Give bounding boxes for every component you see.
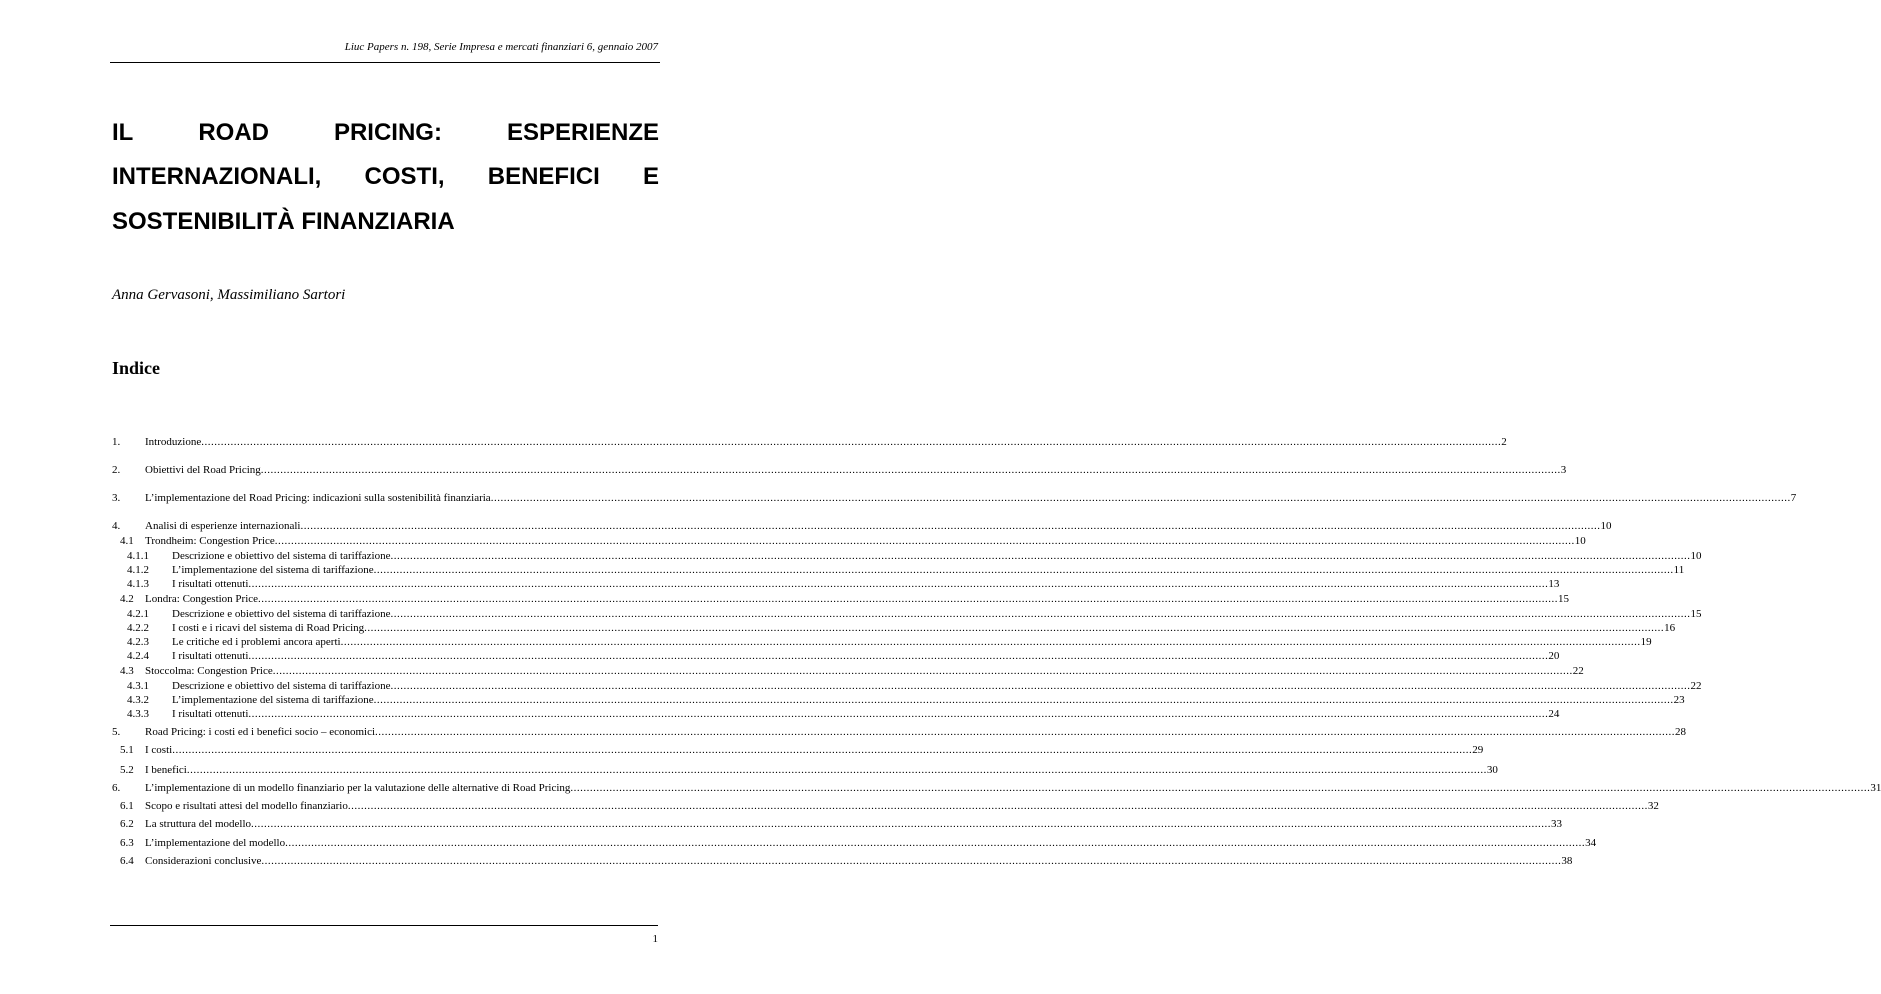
toc-entry-page: 10 xyxy=(1574,535,1586,547)
toc-leader-dots: ................................................................................................................................................................................................................................................................................................................................................................................................................ xyxy=(272,665,1573,677)
toc-leader-dots: ................................................................................................................................................................................................................................................................................................................................................................................................................ xyxy=(274,535,1575,547)
toc-entry-page: 11 xyxy=(1673,564,1685,576)
toc-leader-dots: ................................................................................................................................................................................................................................................................................................................................................................................................................ xyxy=(260,464,1561,476)
toc-entry-title: Obiettivi del Road Pricing xyxy=(145,464,261,476)
toc-leader-dots: ................................................................................................................................................................................................................................................................................................................................................................................................................ xyxy=(570,782,1871,794)
toc-leader-dots: ................................................................................................................................................................................................................................................................................................................................................................................................................ xyxy=(340,636,1641,648)
footer-rule xyxy=(110,925,658,926)
toc-entry-page: 30 xyxy=(1486,764,1498,776)
toc-entry-page: 22 xyxy=(1690,680,1702,692)
toc-heading: Indice xyxy=(112,358,161,378)
toc-entry-title: Introduzione xyxy=(145,436,202,448)
toc-entry-number: 6.1 xyxy=(120,800,134,812)
toc-entry-title: L’implementazione di un modello finanziario per la valutazione delle alternative di Road Pricing xyxy=(145,782,571,794)
toc-leader-dots: ................................................................................................................................................................................................................................................................................................................................................................................................................ xyxy=(186,764,1487,776)
toc-entry-title: L’implementazione del modello xyxy=(145,837,286,849)
header-rule xyxy=(110,62,660,63)
toc-entry-page: 2 xyxy=(1501,436,1507,448)
toc-leader-dots: ................................................................................................................................................................................................................................................................................................................................................................................................................ xyxy=(248,650,1549,662)
toc-leader-dots: ................................................................................................................................................................................................................................................................................................................................................................................................................ xyxy=(251,818,1551,830)
toc-entry-title: La struttura del modello xyxy=(145,818,251,830)
toc-leader-dots: ................................................................................................................................................................................................................................................................................................................................................................................................................ xyxy=(285,837,1586,849)
toc-entry-title: L’implementazione del Road Pricing: indicazioni sulla sostenibilità finanziaria xyxy=(145,492,491,504)
running-header: Liuc Papers n. 198, Serie Impresa e mercati finanziari 6, gennaio 2007 xyxy=(344,41,658,53)
toc-entry-page: 24 xyxy=(1548,708,1560,720)
toc-entry-page: 23 xyxy=(1673,694,1685,706)
toc-entry-page: 22 xyxy=(1572,665,1584,677)
title-word: INTERNAZIONALI, xyxy=(112,163,322,190)
toc-entry-title: Descrizione e obiettivo del sistema di tariffazione xyxy=(172,550,391,562)
toc-entry-number: 4.2.1 xyxy=(127,608,149,620)
toc-entry-page: 31 xyxy=(1870,782,1881,794)
toc-leader-dots: ................................................................................................................................................................................................................................................................................................................................................................................................................ xyxy=(364,622,1665,634)
toc-entry-page: 15 xyxy=(1690,608,1702,620)
title-word: E xyxy=(642,163,659,190)
toc-leader-dots: ................................................................................................................................................................................................................................................................................................................................................................................................................ xyxy=(375,726,1676,738)
toc-entry-title: Descrizione e obiettivo del sistema di tariffazione xyxy=(172,608,391,620)
toc-entry-title: I risultati ottenuti xyxy=(172,578,249,590)
toc-entry-title: I costi e i ricavi del sistema di Road Pricing xyxy=(172,622,365,634)
toc-entry-number: 4.3.2 xyxy=(127,694,149,706)
page-number: 1 xyxy=(652,933,658,945)
toc-entry-number: 4.2.2 xyxy=(127,622,149,634)
toc-entry-title: Analisi di esperienze internazionali xyxy=(145,520,301,532)
toc-entry-number: 4.2.4 xyxy=(127,650,149,662)
toc-leader-dots: ................................................................................................................................................................................................................................................................................................................................................................................................................ xyxy=(248,708,1549,720)
authors: Anna Gervasoni, Massimiliano Sartori xyxy=(112,287,346,303)
toc-leader-dots: ................................................................................................................................................................................................................................................................................................................................................................................................................ xyxy=(390,550,1691,562)
title-word: IL xyxy=(112,119,134,146)
toc-entry-title: Road Pricing: i costi ed i benefici socio – economici xyxy=(145,726,376,738)
toc-entry-number: 1. xyxy=(112,436,121,448)
toc-entry-page: 3 xyxy=(1560,464,1567,476)
toc-leader-dots: ................................................................................................................................................................................................................................................................................................................................................................................................................ xyxy=(172,744,1473,756)
toc-leader-dots: ................................................................................................................................................................................................................................................................................................................................................................................................................ xyxy=(490,492,1791,504)
toc-leader-dots: ................................................................................................................................................................................................................................................................................................................................................................................................................ xyxy=(390,608,1691,620)
toc-entry-title: L’implementazione del sistema di tariffazione xyxy=(172,694,374,706)
toc-entry-page: 15 xyxy=(1558,593,1570,605)
toc-entry-number: 5. xyxy=(112,726,121,738)
toc-entry-number: 4.3.1 xyxy=(127,680,149,692)
toc-leader-dots: ................................................................................................................................................................................................................................................................................................................................................................................................................ xyxy=(373,694,1674,706)
toc-entry-page: 19 xyxy=(1640,636,1652,648)
title-word: ROAD xyxy=(198,119,269,146)
toc-leader-dots: ................................................................................................................................................................................................................................................................................................................................................................................................................ xyxy=(201,436,1502,448)
toc-entry-title: I benefici xyxy=(145,764,187,776)
toc-leader-dots: ................................................................................................................................................................................................................................................................................................................................................................................................................ xyxy=(347,800,1648,812)
toc-entry-page: 29 xyxy=(1472,744,1484,756)
toc-entry-title: I costi xyxy=(145,744,173,756)
toc-leader-dots: ................................................................................................................................................................................................................................................................................................................................................................................................................ xyxy=(390,680,1691,692)
toc-entry-title: Le critiche ed i problemi ancora aperti xyxy=(172,636,341,648)
toc-entry-number: 4.1.1 xyxy=(127,550,149,562)
toc-entry-number: 4.3.3 xyxy=(127,708,149,720)
toc-entry-title: I risultati ottenuti xyxy=(172,650,249,662)
title-line-1 xyxy=(112,119,659,147)
toc-entry-number: 6.2 xyxy=(120,818,134,830)
toc-entry-title: Scopo e risultati attesi del modello finanziario xyxy=(145,800,348,812)
title-line-2 xyxy=(112,163,659,191)
toc-entry-title: Considerazioni conclusive xyxy=(145,855,262,867)
toc-entry-title: I risultati ottenuti xyxy=(172,708,249,720)
toc-entry-title: Descrizione e obiettivo del sistema di tariffazione xyxy=(172,680,391,692)
toc-entry-number: 6.4 xyxy=(120,855,134,867)
toc-entry-page: 20 xyxy=(1548,650,1560,662)
toc-entry-page: 34 xyxy=(1585,837,1597,849)
toc-entry-title: Londra: Congestion Price xyxy=(145,593,259,605)
toc-entry-page: 7 xyxy=(1790,492,1797,504)
title-line-3 xyxy=(112,208,659,236)
title-word: SOSTENIBILITÀ FINANZIARIA xyxy=(112,208,455,235)
toc-entry-number: 6.3 xyxy=(120,837,134,849)
toc-leader-dots: ................................................................................................................................................................................................................................................................................................................................................................................................................ xyxy=(258,593,1559,605)
toc-entry-number: 4.3 xyxy=(120,665,134,677)
toc-entry-number: 4.1.3 xyxy=(127,578,149,590)
title-word: BENEFICI xyxy=(487,163,600,190)
title-word: COSTI, xyxy=(364,163,445,190)
toc-entry-page: 10 xyxy=(1600,520,1612,532)
toc-entry-number: 4.1 xyxy=(120,535,134,547)
toc-leader-dots: ................................................................................................................................................................................................................................................................................................................................................................................................................ xyxy=(373,564,1674,576)
title-word: PRICING: xyxy=(333,119,442,146)
toc-leader-dots: ................................................................................................................................................................................................................................................................................................................................................................................................................ xyxy=(300,520,1601,532)
toc-entry-number: 5.1 xyxy=(120,744,134,756)
toc-entry-number: 4.1.2 xyxy=(127,564,149,576)
toc-entry-number: 5.2 xyxy=(120,764,134,776)
toc-entry-page: 10 xyxy=(1690,550,1702,562)
toc-entry-title: Trondheim: Congestion Price xyxy=(145,535,275,547)
toc-entry-number: 4. xyxy=(112,520,121,532)
toc-entry-page: 16 xyxy=(1664,622,1676,634)
toc-entry-number: 4.2 xyxy=(120,593,134,605)
toc-leader-dots: ................................................................................................................................................................................................................................................................................................................................................................................................................ xyxy=(248,578,1549,590)
toc-entry-page: 28 xyxy=(1675,726,1687,738)
toc-entry-number: 6. xyxy=(112,782,121,794)
title-word: ESPERIENZE xyxy=(506,119,659,146)
toc-leader-dots: ................................................................................................................................................................................................................................................................................................................................................................................................................ xyxy=(261,855,1562,867)
toc-entry-number: 3. xyxy=(112,492,121,504)
toc-entry-page: 13 xyxy=(1548,578,1560,590)
toc-entry-page: 32 xyxy=(1647,800,1659,812)
toc-entry-page: 33 xyxy=(1551,818,1562,830)
toc-entry-page: 38 xyxy=(1561,855,1573,867)
toc-entry-title: L’implementazione del sistema di tariffazione xyxy=(172,564,374,576)
toc-entry-title: Stoccolma: Congestion Price xyxy=(145,665,273,677)
toc-entry-number: 2. xyxy=(112,464,121,476)
toc-entry-number: 4.2.3 xyxy=(127,636,149,648)
